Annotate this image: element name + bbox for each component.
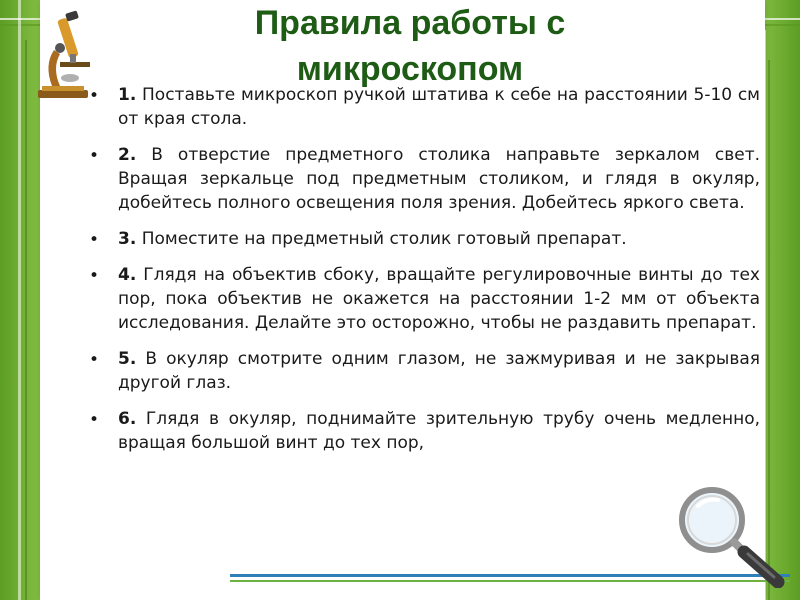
bullet-icon: •	[89, 350, 100, 370]
item-text: Глядя в окуляр, поднимайте зрительную трубу очень медленно, вращая большой винт до тех пор,	[118, 409, 761, 453]
item-number: 4.	[118, 265, 137, 285]
list-item	[86, 143, 760, 215]
item-number: 2.	[118, 145, 137, 165]
slide-title: Правила работы с микроскопом	[254, 4, 566, 88]
item-text: В отверстие предметного столика направьте зеркалом свет. Вращая зеркальце под предметным столиком, и глядя в окуляр, добейтесь полного освещения поля зрения. Добейтесь яркого света.	[118, 145, 760, 213]
item-text: В окуляр смотрите одним глазом, не зажмуривая и не закрывая другой глаз.	[118, 349, 760, 393]
list-item	[86, 83, 760, 131]
decor-line	[25, 40, 27, 600]
decor-line	[18, 0, 21, 600]
item-number: 1.	[118, 85, 137, 105]
magnifier-icon	[660, 478, 790, 588]
item-text: Поместите на предметный столик готовый препарат.	[141, 229, 627, 249]
bullet-icon: •	[89, 266, 100, 286]
list-item	[86, 263, 760, 335]
item-text: Поставьте микроскоп ручкой штатива к себе на расстоянии 5-10 см от края стола.	[118, 85, 760, 129]
item-text: Глядя на объектив сбоку, вращайте регулировочные винты до тех пор, пока объектив не окажется на расстоянии 1-2 мм от объекта исследования. Делайте это осторожно, чтобы не раздавить препарат.	[118, 265, 760, 333]
item-number: 6.	[118, 409, 137, 429]
item-number: 3.	[118, 229, 137, 249]
list-item	[86, 347, 760, 395]
item-number: 5.	[118, 349, 137, 369]
bullet-icon: •	[89, 230, 100, 250]
bullet-icon: •	[89, 146, 100, 166]
instruction-list	[86, 83, 760, 467]
bullet-icon: •	[89, 410, 100, 430]
bullet-icon: •	[89, 86, 100, 106]
list-item	[86, 407, 760, 455]
list-item	[86, 227, 760, 251]
